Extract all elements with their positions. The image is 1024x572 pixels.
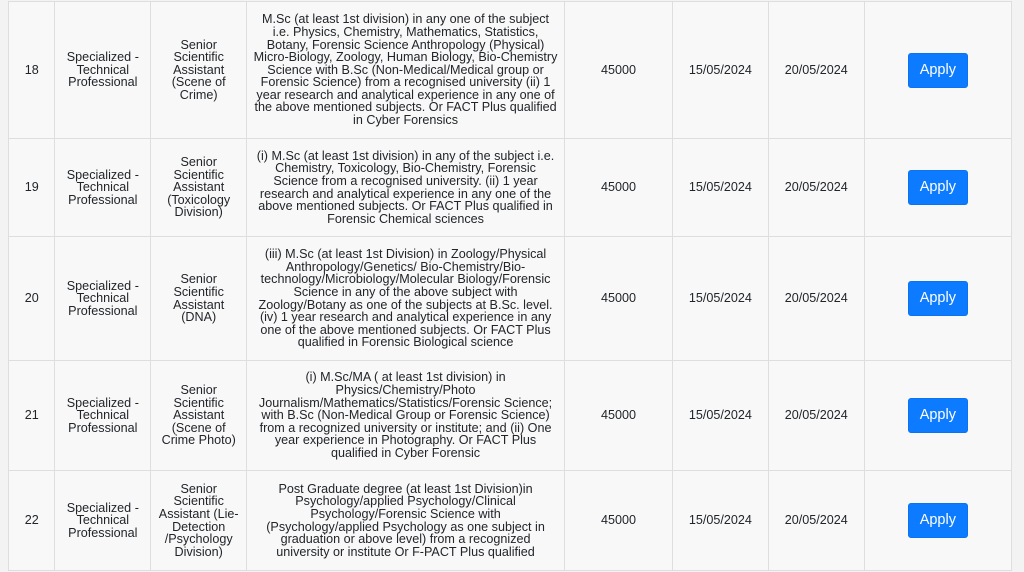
qualification-cell: (i) M.Sc (at least 1st division) in any of the subject i.e. Chemistry, Toxicology, Bio-Chemistry, Forensic Science from a recognised university. (ii) 1 year research and analytical experience in any one of the above mentioned subjects. Or FACT Plus qualified in Forensic Chemical sciences (247, 139, 565, 237)
pay-cell: 45000 (564, 361, 672, 471)
serial-number-cell: 22 (9, 471, 55, 571)
qualification-cell: M.Sc (at least 1st division) in any one of the subject i.e. Physics, Chemistry, Mathematics, Statistics, Botany, Forensic Science Anthropology (Physical) Micro-Biology, Zoology, Human Biology, Bio-Chemistry Science with B.Sc (Non-Medical/Medical group or Forensic Science) from a recognised university (ii) 1 year research and analytical experience in any one of the above mentioned subjects. Or FACT Plus qualified in Cyber Forensics (247, 2, 565, 139)
apply-button[interactable]: Apply (908, 53, 968, 88)
post-name-cell: Senior Scientific Assistant (Scene of Crime) (151, 2, 247, 139)
pay-cell: 45000 (564, 471, 672, 571)
serial-number-cell: 21 (9, 361, 55, 471)
post-name-cell: Senior Scientific Assistant (Toxicology Division) (151, 139, 247, 237)
pay-cell: 45000 (564, 2, 672, 139)
start-date-cell: 15/05/2024 (672, 471, 768, 571)
serial-number-cell: 20 (9, 237, 55, 361)
start-date-cell: 15/05/2024 (672, 361, 768, 471)
apply-button[interactable]: Apply (908, 170, 968, 205)
category-cell: Specialized - Technical Professional (55, 237, 151, 361)
qualification-cell: (iii) M.Sc (at least 1st Division) in Zoology/Physical Anthropology/Genetics/ Bio-Chemistry/Bio-technology/Microbiology/Molecular Biology/Forensic Science in any of the above subject with Zoology/Botany as one of the subjects at B.Sc. level. (iv) 1 year research and analytical experience in any one of the above mentioned subjects. Or FACT Plus qualified in Forensic Biological science (247, 237, 565, 361)
serial-number-cell: 19 (9, 139, 55, 237)
apply-button[interactable]: Apply (908, 398, 968, 433)
action-cell (864, 237, 1011, 361)
post-name-cell: Senior Scientific Assistant (Scene of Crime Photo) (151, 361, 247, 471)
post-name-cell: Senior Scientific Assistant (Lie-Detection /Psychology Division) (151, 471, 247, 571)
apply-button[interactable]: Apply (908, 281, 968, 316)
start-date-cell: 15/05/2024 (672, 2, 768, 139)
end-date-cell: 20/05/2024 (768, 361, 864, 471)
table-row (9, 471, 1012, 571)
end-date-cell: 20/05/2024 (768, 237, 864, 361)
table-row (9, 237, 1012, 361)
pay-cell: 45000 (564, 237, 672, 361)
serial-number-cell: 18 (9, 2, 55, 139)
posts-table (8, 1, 1012, 571)
table-row (9, 361, 1012, 471)
table-row (9, 2, 1012, 139)
action-cell (864, 2, 1011, 139)
start-date-cell: 15/05/2024 (672, 139, 768, 237)
table-row (9, 139, 1012, 237)
action-cell (864, 471, 1011, 571)
apply-button[interactable]: Apply (908, 503, 968, 538)
post-name-cell: Senior Scientific Assistant (DNA) (151, 237, 247, 361)
start-date-cell: 15/05/2024 (672, 237, 768, 361)
action-cell (864, 361, 1011, 471)
end-date-cell: 20/05/2024 (768, 471, 864, 571)
qualification-cell: Post Graduate degree (at least 1st Division)in Psychology/applied Psychology/Clinical Psychology/Forensic Science with (Psychology/applied Psychology as one subject in graduation or above level) from a recognized university or institute Or F-PACT Plus qualified (247, 471, 565, 571)
category-cell: Specialized - Technical Professional (55, 361, 151, 471)
action-cell (864, 139, 1011, 237)
end-date-cell: 20/05/2024 (768, 2, 864, 139)
end-date-cell: 20/05/2024 (768, 139, 864, 237)
category-cell: Specialized - Technical Professional (55, 2, 151, 139)
category-cell: Specialized - Technical Professional (55, 471, 151, 571)
category-cell: Specialized - Technical Professional (55, 139, 151, 237)
qualification-cell: (i) M.Sc/MA ( at least 1st division) in Physics/Chemistry/Photo Journalism/Mathematics/Statistics/Forensic Science; with B.Sc (Non-Medical Group or Forensic Science) from a recognized university or institute; and (ii) One year experience in Photography. Or FACT Plus qualified in Cyber Forensic (247, 361, 565, 471)
pay-cell: 45000 (564, 139, 672, 237)
